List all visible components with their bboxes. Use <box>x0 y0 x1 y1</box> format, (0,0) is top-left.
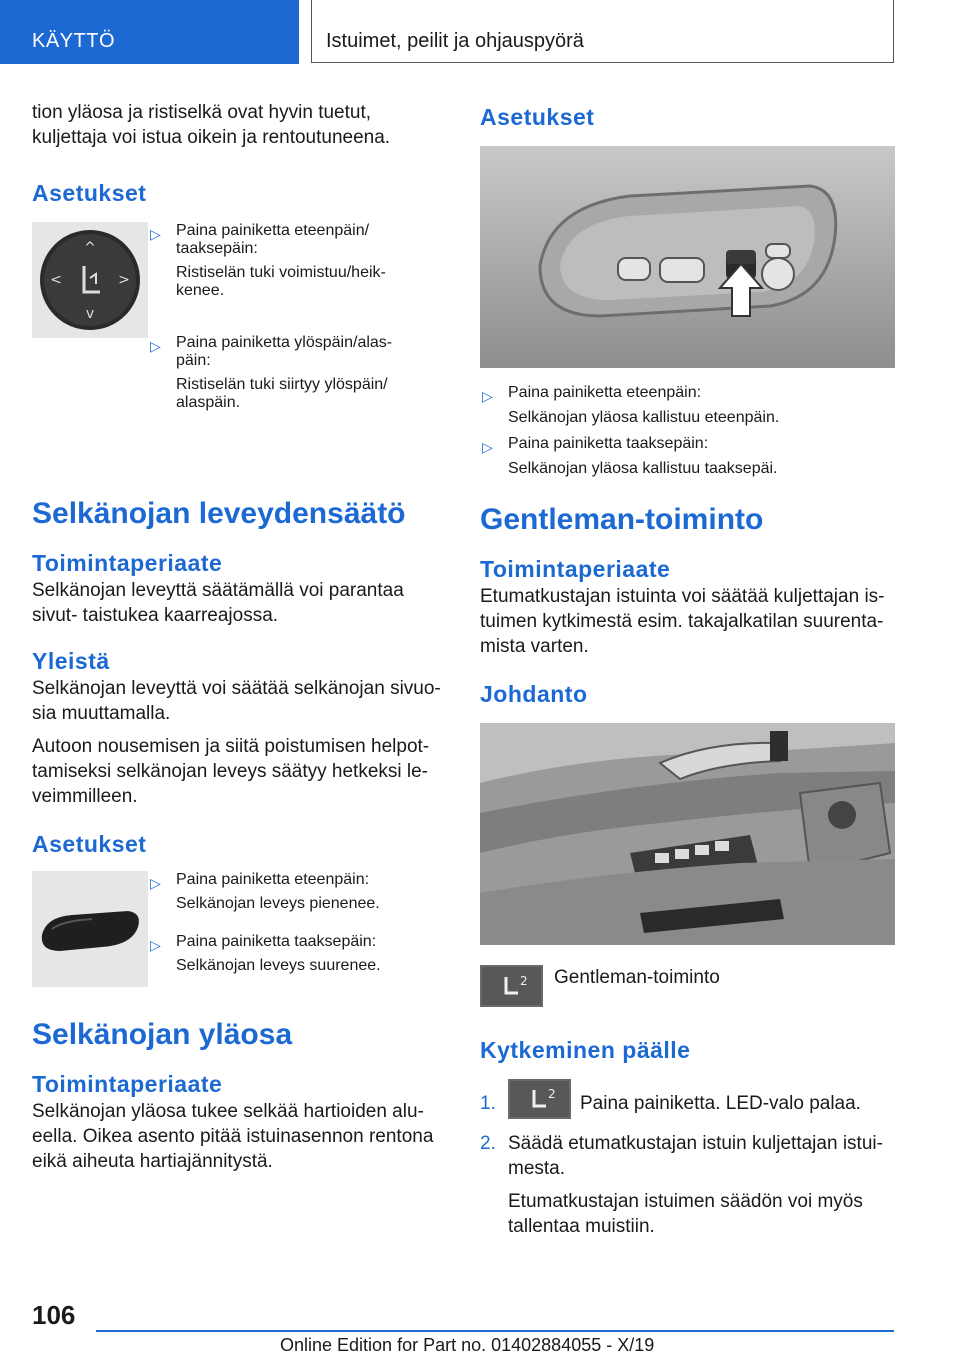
step-2-text: Säädä etumatkustajan istuin kuljettajan istui- mesta. <box>508 1133 883 1179</box>
ylaosa-toiminta-text: Selkänojan yläosa tukee selkää hartioiden alu- eella. Oikea asento pitää istuinasennon rentona eikä aiheuta hartiajännitystä. <box>32 1101 434 1172</box>
step-number: 1. <box>480 1093 496 1114</box>
step-1 <box>480 1079 896 1123</box>
step-2 <box>480 1131 896 1239</box>
step-1-text: Paina painiketta. LED-valo palaa. <box>580 1093 861 1114</box>
gentleman-toiminta-heading: Toimintaperiaate <box>480 556 671 582</box>
section-tab <box>0 0 299 64</box>
door-panel-image <box>480 723 895 945</box>
lumbar-section <box>32 222 450 470</box>
width-section <box>32 871 450 995</box>
triangle-icon: ▷ <box>150 338 161 354</box>
johdanto-heading: Johdanto <box>480 681 588 707</box>
edition-text: Online Edition for Part no. 01402884055 - X/19 <box>280 1335 655 1355</box>
intro-text: tion yläosa ja ristiselkä ovat hyvin tuetut, kuljettaja voi istua oikein ja rentoutuneena. <box>32 102 391 148</box>
right-column <box>480 92 896 1239</box>
chapter-header <box>311 0 894 63</box>
footer-divider <box>96 1330 894 1332</box>
gentleman-icon-label: Gentleman-toiminto <box>554 967 720 988</box>
seat-switch-image <box>480 146 895 368</box>
chapter-title: Istuimet, peilit ja ohjauspyörä <box>326 30 584 52</box>
leveys-toiminta-text: Selkänojan leveyttä säätämällä voi parantaa sivut- taistukea kaarreajossa. <box>32 580 404 626</box>
svg-text:>: > <box>118 272 130 288</box>
width-item-2: ▷ Paina painiketta taaksepäin: Selkänojan leveys suurenee. <box>150 933 381 974</box>
width-button-image <box>32 871 148 987</box>
upper-item-2: ▷ Paina painiketta taaksepäin: Selkänojan yläosa kallistuu taaksepäi. <box>482 435 778 477</box>
section-title: KÄYTTÖ <box>32 30 116 52</box>
ylaosa-toiminta-heading: Toimintaperiaate <box>32 1071 223 1097</box>
lumbar-control-image <box>32 222 148 338</box>
kytkeminen-heading: Kytkeminen päälle <box>480 1037 691 1063</box>
asetukset-heading-3: Asetukset <box>480 104 595 130</box>
step-number: 2. <box>480 1133 496 1154</box>
triangle-icon: ▷ <box>482 388 493 404</box>
leveys-heading: Selkänojan leveydensäätö <box>32 497 406 530</box>
asetukset-heading-2: Asetukset <box>32 831 147 857</box>
gentleman-icon-row <box>480 961 896 1021</box>
gentleman-heading: Gentleman-toiminto <box>480 503 764 536</box>
svg-text:v: v <box>85 306 95 322</box>
yleista-heading: Yleistä <box>32 648 110 674</box>
step-2-subtext: Etumatkustajan istuimen säädön voi myös tallentaa muistiin. <box>508 1191 863 1237</box>
svg-text:2: 2 <box>520 974 528 988</box>
left-column <box>32 92 450 1174</box>
gentleman-toiminta-text: Etumatkustajan istuinta voi säätää kuljettajan is- tuimen kytkimestä esim. takajalkatilan suurenta- mista varten. <box>480 586 885 657</box>
triangle-icon: ▷ <box>150 937 161 953</box>
asetukset-heading-1: Asetukset <box>32 180 147 206</box>
gentleman-button-icon <box>508 1079 571 1119</box>
upper-item-1: ▷ Paina painiketta eteenpäin: Selkänojan yläosa kallistuu eteenpäin. <box>482 384 780 426</box>
gentleman-button-icon <box>480 965 543 1007</box>
triangle-icon: ▷ <box>482 439 493 455</box>
leveys-toiminta-heading: Toimintaperiaate <box>32 550 223 576</box>
svg-text:<: < <box>50 272 62 288</box>
triangle-icon: ▷ <box>150 226 161 242</box>
lumbar-item-1: ▷ Paina painiketta eteenpäin/ taaksepäin: Ristiselän tuki voimistuu/heik- kenee. <box>150 222 386 299</box>
svg-text:2: 2 <box>548 1087 556 1101</box>
width-item-1: ▷ Paina painiketta eteenpäin: Selkänojan leveys pienenee. <box>150 871 380 912</box>
lumbar-item-2: ▷ Paina painiketta ylöspäin/alas- päin: Ristiselän tuki siirtyy ylöspäin/ alaspäin. <box>150 334 393 411</box>
triangle-icon: ▷ <box>150 875 161 891</box>
svg-text:^: ^ <box>84 240 96 256</box>
yleista-text-1: Selkänojan leveyttä voi säätää selkänojan sivuo- sia muuttamalla. <box>32 678 441 724</box>
yleista-text-2: Autoon nousemisen ja siitä poistumisen helpot- tamiseksi selkänojan leveys säätyy hetkeksi le- veimmilleen. <box>32 736 430 807</box>
ylaosa-heading: Selkänojan yläosa <box>32 1018 293 1051</box>
page-number: 106 <box>32 1300 76 1330</box>
